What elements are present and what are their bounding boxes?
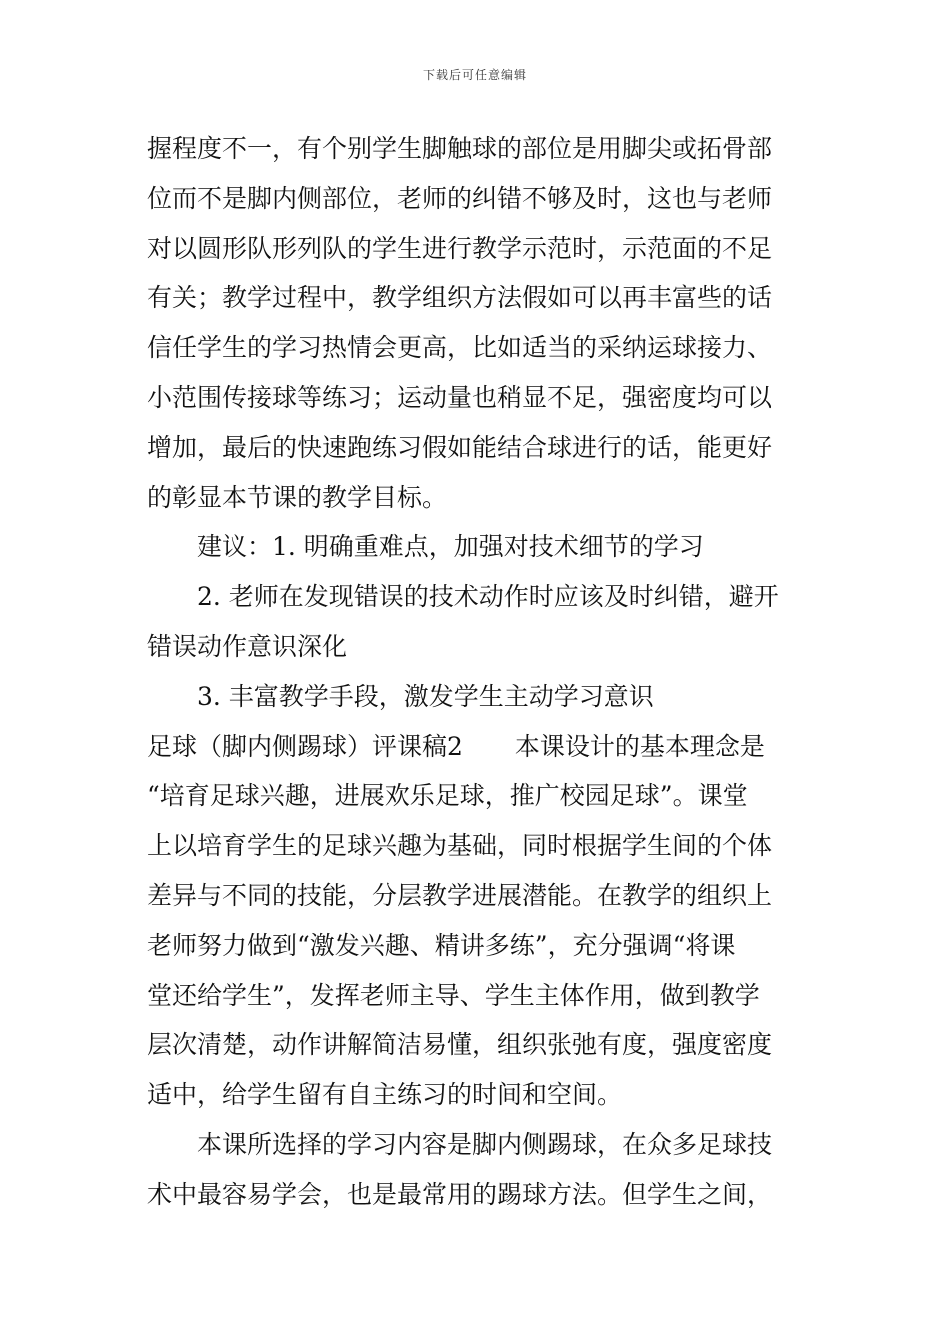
text-line: 握程度不一，有个别学生脚触球的部位是用脚尖或拓骨部: [147, 134, 773, 163]
text-line: 适中，给学生留有自主练习的时间和空间。: [147, 1080, 623, 1110]
text-line: 2. 老师在发现错误的技术动作时应该及时纠错，避开: [197, 582, 779, 612]
text-line: 信任学生的学习热情会更高，比如适当的采纳运球接力、: [147, 333, 773, 363]
text-line: 差异与不同的技能，分层教学进展潜能。在教学的组织上: [147, 880, 773, 910]
text-line: 本课所选择的学习内容是脚内侧踢球，在众多足球技: [197, 1129, 773, 1159]
text-line: 建议：1. 明确重难点，加强对技术细节的学习: [197, 532, 704, 562]
text-line: 上以培育学生的足球兴趣为基础，同时根据学生间的个体: [147, 831, 773, 861]
text-line: 小范围传接球等练习；运动量也稍显不足，强密度均可以: [147, 382, 773, 412]
document-body: [147, 124, 807, 1220]
text-line: 错误动作意识深化: [147, 631, 348, 661]
text-line: 老师努力做到“激发兴趣、精讲多练”，充分强调“将课: [147, 930, 736, 960]
text-line: 的彰显本节课的教学目标。: [147, 482, 448, 512]
text-line: 对以圆形队形列队的学生进行教学示范时，示范面的不足: [147, 233, 773, 263]
section-title: 足球（脚内侧踢球）评课稿2: [147, 731, 463, 761]
text-line: 堂还给学生”，发挥老师主导、学生主体作用，做到教学: [147, 980, 760, 1010]
paragraph-1: [147, 124, 807, 522]
text-line: 层次清楚，动作讲解简洁易懂，组织张弛有度，强度密度: [147, 1030, 773, 1060]
paragraph-2: [147, 722, 807, 1120]
text-line: “培育足球兴趣，进展欢乐足球，推广校园足球”。课堂: [147, 781, 748, 811]
text-line: 位而不是脚内侧部位，老师的纠错不够及时，这也与老师: [147, 183, 773, 213]
text-line: 增加，最后的快速跑练习假如能结合球进行的话，能更好: [147, 432, 773, 462]
text-line: 有关；教学过程中，教学组织方法假如可以再丰富些的话: [147, 283, 773, 313]
text-line: 3. 丰富教学手段，激发学生主动学习意识: [197, 681, 654, 711]
text-line: 本课设计的基本理念是: [514, 731, 765, 761]
paragraph-3: [147, 1120, 807, 1220]
suggestion-1: [147, 522, 807, 572]
suggestion-2: [147, 572, 807, 672]
page-header: 下载后可任意编辑: [422, 68, 527, 82]
text-line: 术中最容易学会，也是最常用的踢球方法。但学生之间，: [147, 1179, 773, 1209]
section-line: [147, 722, 807, 772]
suggestion-3: [147, 672, 807, 722]
